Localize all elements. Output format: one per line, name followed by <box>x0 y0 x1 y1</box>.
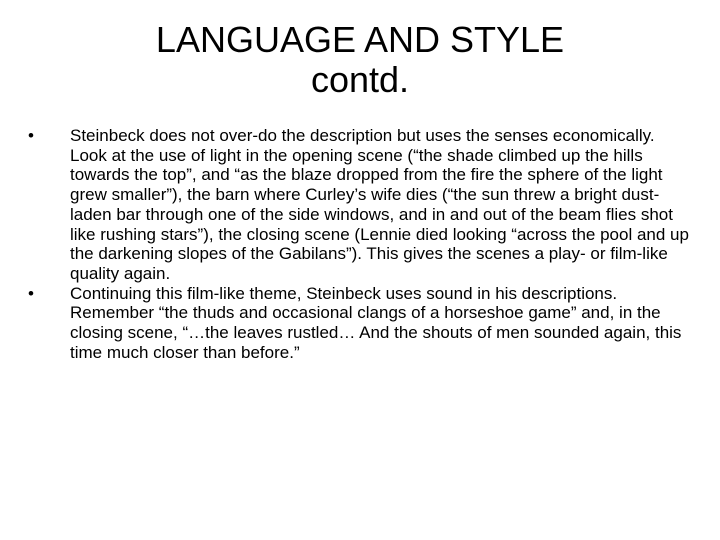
bullet-icon: • <box>28 126 34 145</box>
bullet-list <box>28 126 696 362</box>
bullet-item <box>28 126 696 284</box>
slide-title-line-1: LANGUAGE AND STYLE <box>155 19 565 60</box>
bullet-text: Steinbeck does not over-do the description but uses the senses economically. Look at the use of light in the opening scene (“the shade climbed up the hills towards the top”, and “as the blaze dropped from the fire the sphere of the light grew smaller”), the barn where Curley’s wife dies (“the sun threw a bright dust-laden bar through one of the side windows, and in and out of the beam flies shot like rushing stars”), the closing scene (Lennie died looking “across the pool and up the darkening slopes of the Gabilans”). This gives the scenes a play- or film-like quality again. <box>70 126 689 283</box>
bullet-icon: • <box>28 283 34 303</box>
bullet-item <box>28 284 696 363</box>
slide-title <box>60 20 660 100</box>
slide-title-line-2: contd. <box>310 59 410 100</box>
bullet-text: Continuing this film-like theme, Steinbeck uses sound in his descriptions. Remember “the thuds and occasional clangs of a horseshoe game” and, in the closing scene, “…the leaves rustled… And the shouts of men sounded again, this time much closer than before.” <box>70 283 682 362</box>
